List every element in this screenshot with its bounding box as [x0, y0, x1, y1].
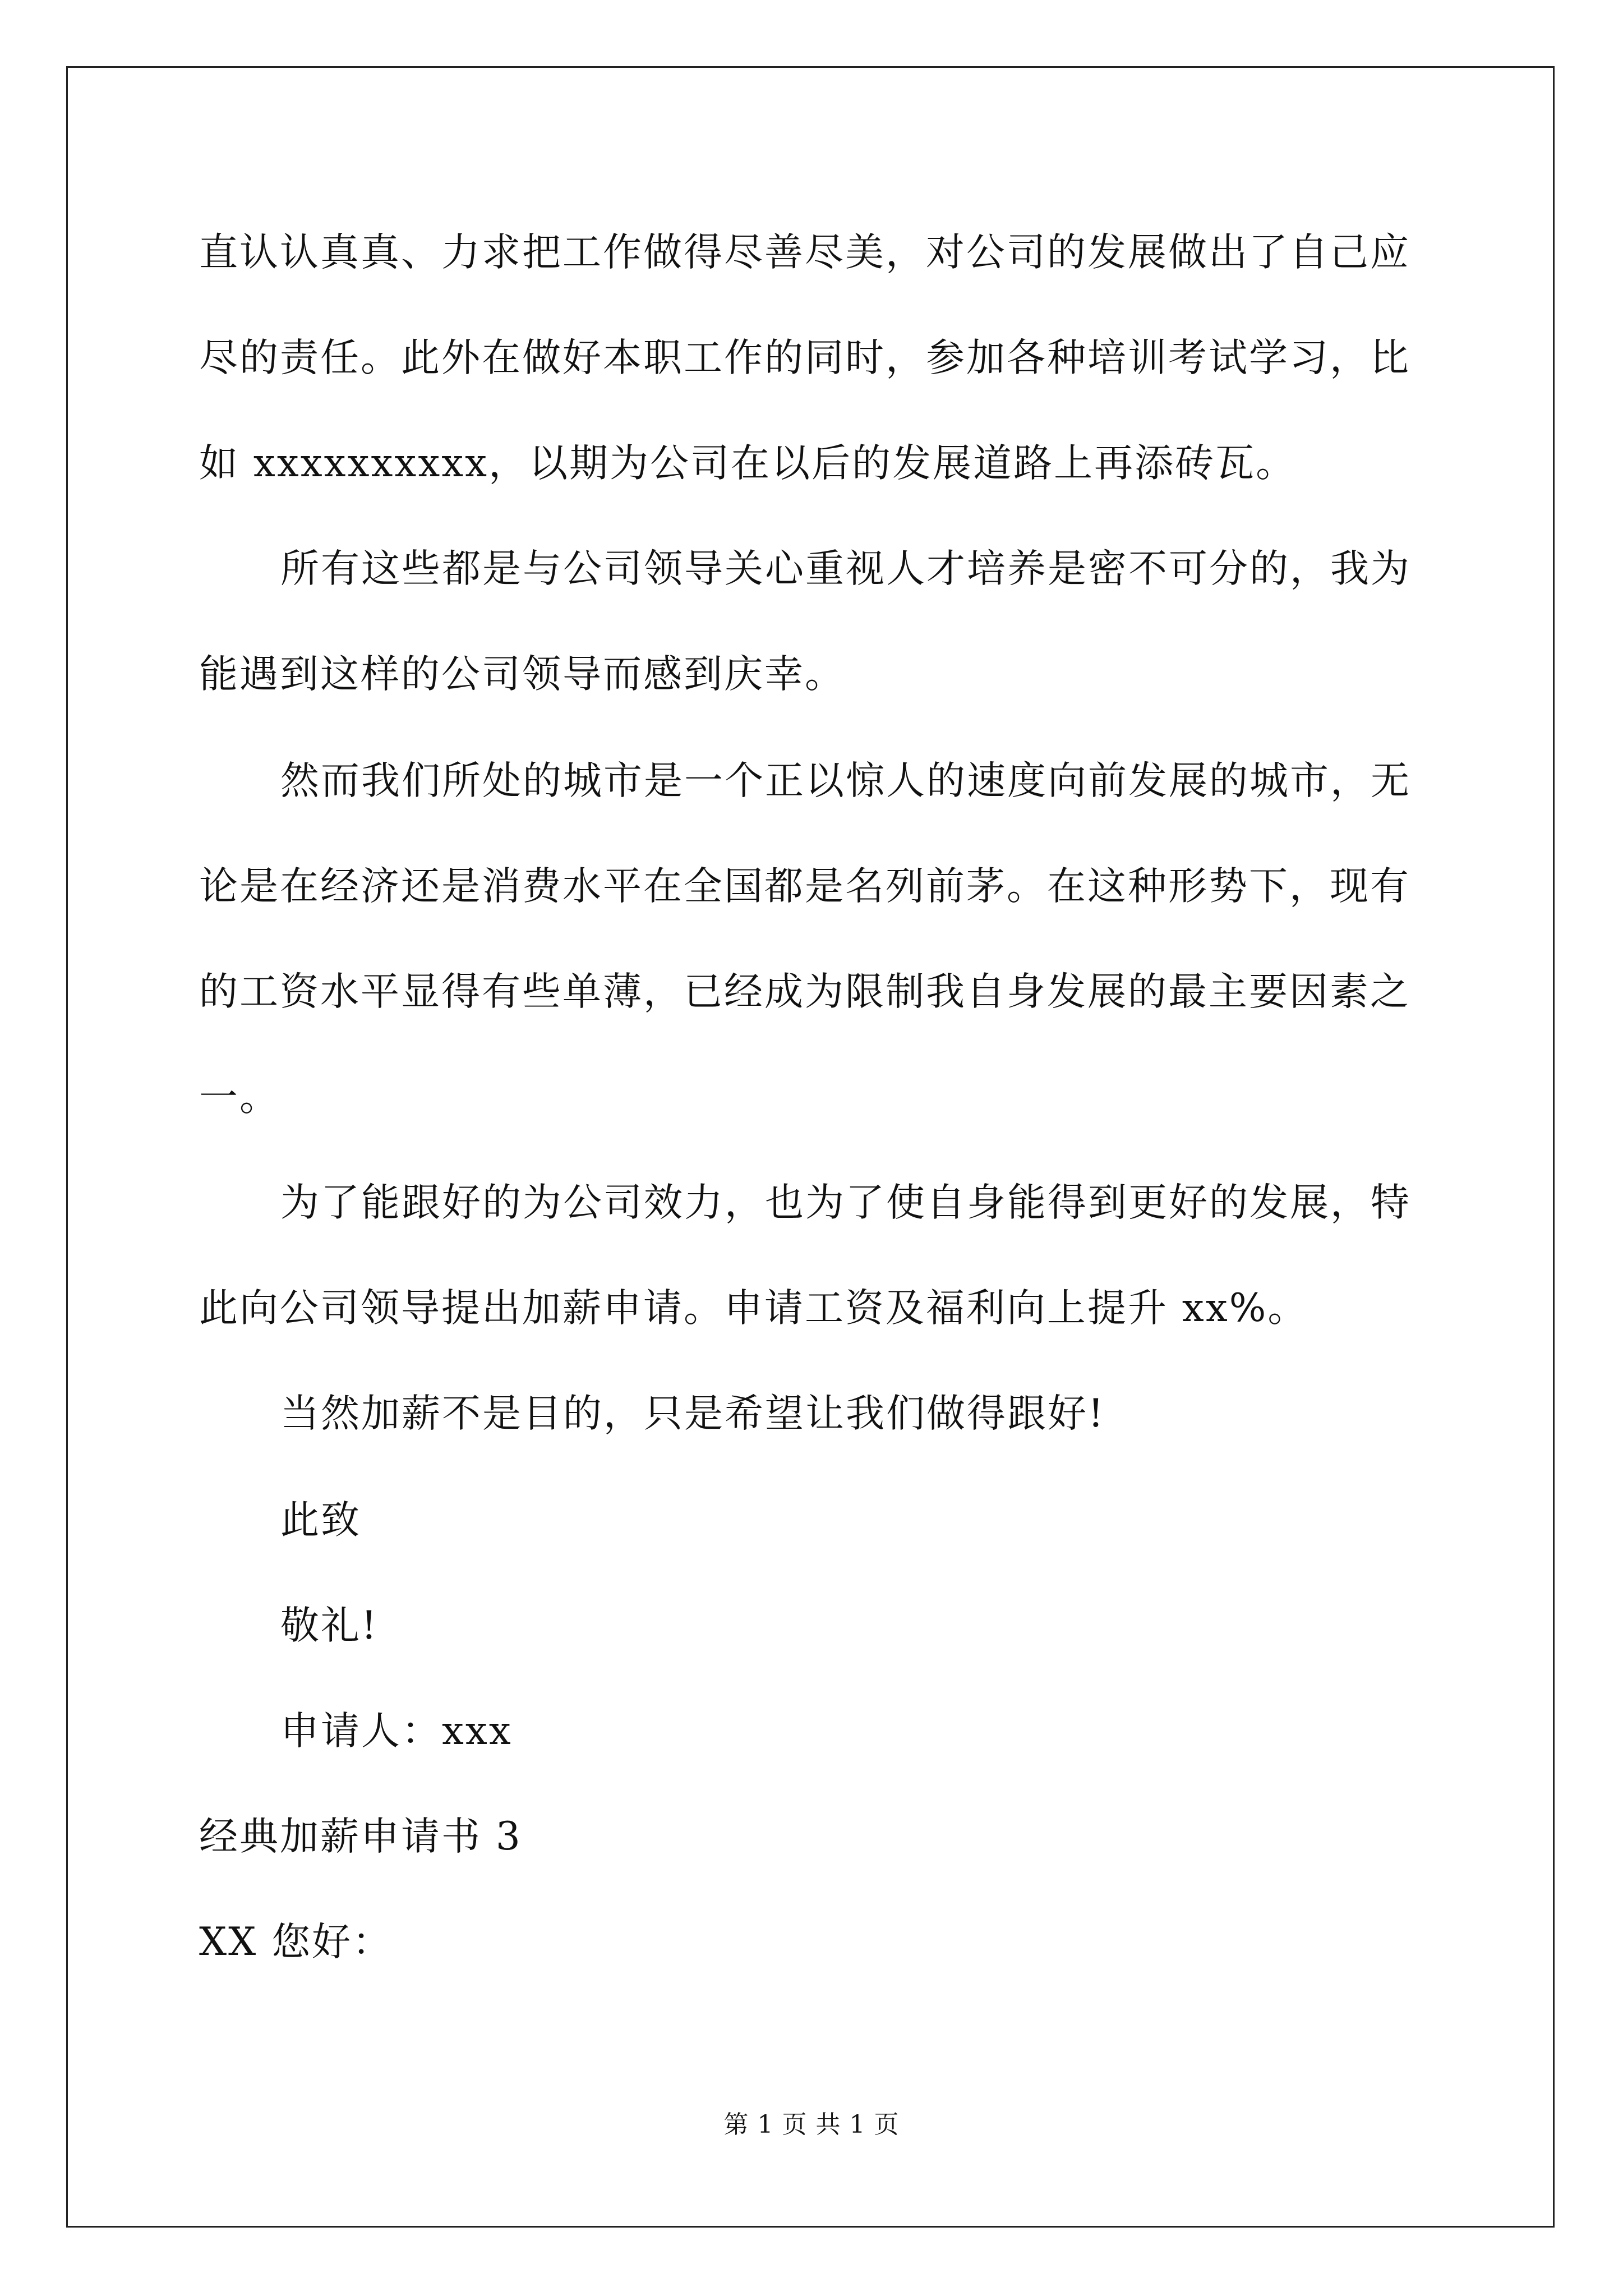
text-line: 尽的责任。此外在做好本职工作的同时，参加各种培训考试学习，比 — [199, 335, 1410, 380]
text-line: 如 xxxxxxxxxx，以期为公司在以后的发展道路上再添砖瓦。 — [199, 441, 1297, 486]
text-line: 一。 — [199, 1075, 280, 1120]
section-title: 经典加薪申请书 3 — [199, 1814, 522, 1859]
greeting-line: XX 您好： — [199, 1920, 393, 1964]
paragraph-start-line: 为了能跟好的为公司效力，也为了使自身能得到更好的发展，特 — [280, 1180, 1411, 1225]
text-line: 的工资水平显得有些单薄，已经成为限制我自身发展的最主要因素之 — [199, 969, 1410, 1014]
page-footer: 第 1 页 共 1 页 — [723, 2110, 900, 2139]
applicant-signature: 申请人：xxx — [280, 1709, 513, 1754]
text-line: 论是在经济还是消费水平在全国都是名列前茅。在这种形势下，现有 — [199, 864, 1410, 909]
paragraph-start-line: 然而我们所处的城市是一个正以惊人的速度向前发展的城市，无 — [280, 758, 1411, 803]
closing-salutation: 此致 — [280, 1498, 361, 1543]
text-line: 直认认真真、力求把工作做得尽善尽美，对公司的发展做出了自己应 — [199, 230, 1410, 275]
text-line: 能遇到这样的公司领导而感到庆幸。 — [199, 652, 845, 697]
paragraph-start-line: 所有这些都是与公司领导关心重视人才培养是密不可分的，我为 — [280, 546, 1411, 591]
page-border — [66, 66, 1555, 2228]
closing-regards: 敬礼! — [280, 1603, 379, 1648]
text-line: 此向公司领导提出加薪申请。申请工资及福利向上提升 xx%。 — [199, 1286, 1308, 1331]
paragraph-start-line: 当然加薪不是目的，只是希望让我们做得跟好! — [280, 1391, 1105, 1436]
